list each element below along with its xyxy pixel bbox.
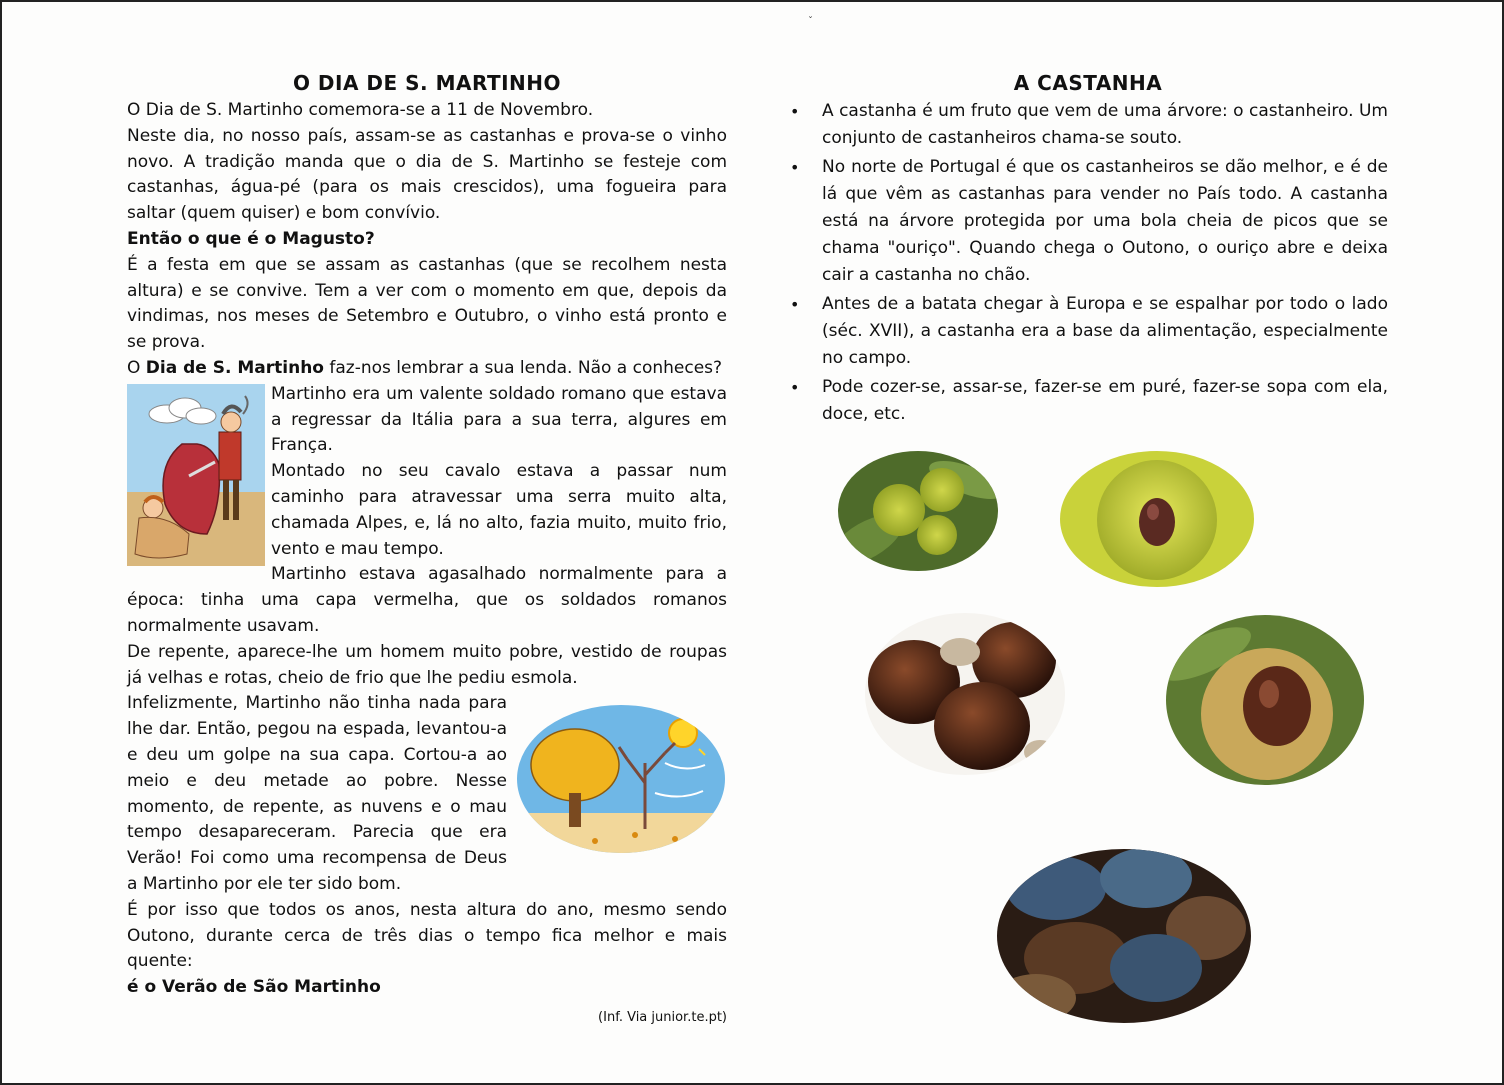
list-item-text: A castanha é um fruto que vem de uma árvore: o castanheiro. Um conjunto de castanheiros chama-se souto. <box>822 101 1388 148</box>
saint-martin-illustration <box>127 384 265 566</box>
paragraph-cut-cape: Infelizmente, Martinho não tinha nada para lhe dar. Então, pegou na espada, levantou-a e deu um golpe na sua capa. Cortou-a ao meio e deu metade ao pobre. Nesse momento, de repente, as nuvens e o mau tempo desapareceram. Parecia que era Verão! Foi como uma recompensa de Deus a Martinho por ele ter sido bom. <box>127 693 507 894</box>
source-credit: (Inf. Via junior.te.pt) <box>598 1009 727 1025</box>
paragraph-tradition: Neste dia, no nosso país, assam-se as castanhas e prova-se o vinho novo. A tradição manda que o dia de S. Martinho se festeje com castanhas, água-pé (para os mais crescidos), uma fogueira para saltar (quem quiser) e bom convívio. <box>127 125 727 224</box>
legend-bold: Dia de S. Martinho <box>145 357 324 378</box>
left-title: O DIA DE S. MARTINHO <box>292 71 562 95</box>
legend-prefix: O <box>127 357 146 378</box>
roasted-chestnuts-photo <box>996 848 1252 1024</box>
legend-rest: faz-nos lembrar a sua lenda. Não a conheces? <box>323 357 723 378</box>
paragraph-magusto: É a festa em que se assam as castanhas (que se recolhem nesta altura) e se convive. Tem a ver com o momento em que, depois da vindimas, nos meses de Setembro e Outubro, o vinho está pronto e se prova. <box>127 254 727 353</box>
list-item <box>788 154 1388 289</box>
closing-line: é o Verão de São Martinho <box>127 977 381 998</box>
left-column <box>127 68 727 1031</box>
summer-trees-illustration <box>515 703 727 855</box>
list-item-text: Pode cozer-se, assar-se, fazer-se em puré, fazer-se sopa com ela, doce, etc. <box>822 377 1388 424</box>
chestnut-burrs-on-branch-photo <box>837 450 999 572</box>
question-magusto: Então o que é o Magusto? <box>127 228 375 249</box>
list-item <box>788 98 1388 152</box>
chestnuts-photo <box>864 612 1066 776</box>
paragraph-legend-intro <box>127 356 727 382</box>
list-item <box>788 374 1388 428</box>
list-item-text: No norte de Portugal é que os castanheiros se dão melhor, e é de lá que vêm as castanhas para vender no País todo. A castanha está na árvore protegida por uma bola cheia de picos que se chama "ouriço". Quando chega o Outono, o ouriço abre e deixa cair a castanha no chão. <box>822 157 1388 285</box>
paragraph-cape: Martinho estava agasalhado normalmente para a época: tinha uma capa vermelha, que os soldados romanos normalmente usavam. <box>127 564 727 636</box>
bullet-icon: • <box>790 295 800 314</box>
bullet-icon: • <box>790 158 800 177</box>
paragraph-soldier: Martinho era um valente soldado romano que estava a regressar da Itália para a sua terra, algures em França. <box>271 383 727 456</box>
paragraph-every-year: É por isso que todos os anos, nesta altura do ano, mesmo sendo Outono, durante cerca de três dias o tempo fica melhor e mais quente: <box>127 899 727 972</box>
right-column <box>788 68 1388 430</box>
open-burr-photo <box>1059 450 1255 588</box>
scan-mark: ˇ <box>808 16 813 27</box>
paragraph-journey: Montado no seu cavalo estava a passar num caminho para atravessar uma serra muito alta, chamada Alpes, e, lá no alto, fazia muito, muito frio, vento e mau tempo. <box>271 461 727 559</box>
chestnut-in-burr-photo <box>1165 614 1365 786</box>
list-item-text: Antes de a batata chegar à Europa e se espalhar por todo o lado (séc. XVII), a castanha era a base da alimentação, especialmente no campo. <box>822 294 1388 368</box>
paragraph-date: O Dia de S. Martinho comemora-se a 11 de Novembro. <box>127 100 594 120</box>
right-title: A CASTANHA <box>1013 71 1163 95</box>
list-item <box>788 291 1388 372</box>
bullet-icon: • <box>790 102 800 121</box>
paragraph-beggar: De repente, aparece-lhe um homem muito pobre, vestido de roupas já velhas e rotas, cheio de frio que lhe pediu esmola. <box>127 641 727 688</box>
bullet-icon: • <box>790 378 800 397</box>
chestnut-facts-list <box>788 98 1388 428</box>
